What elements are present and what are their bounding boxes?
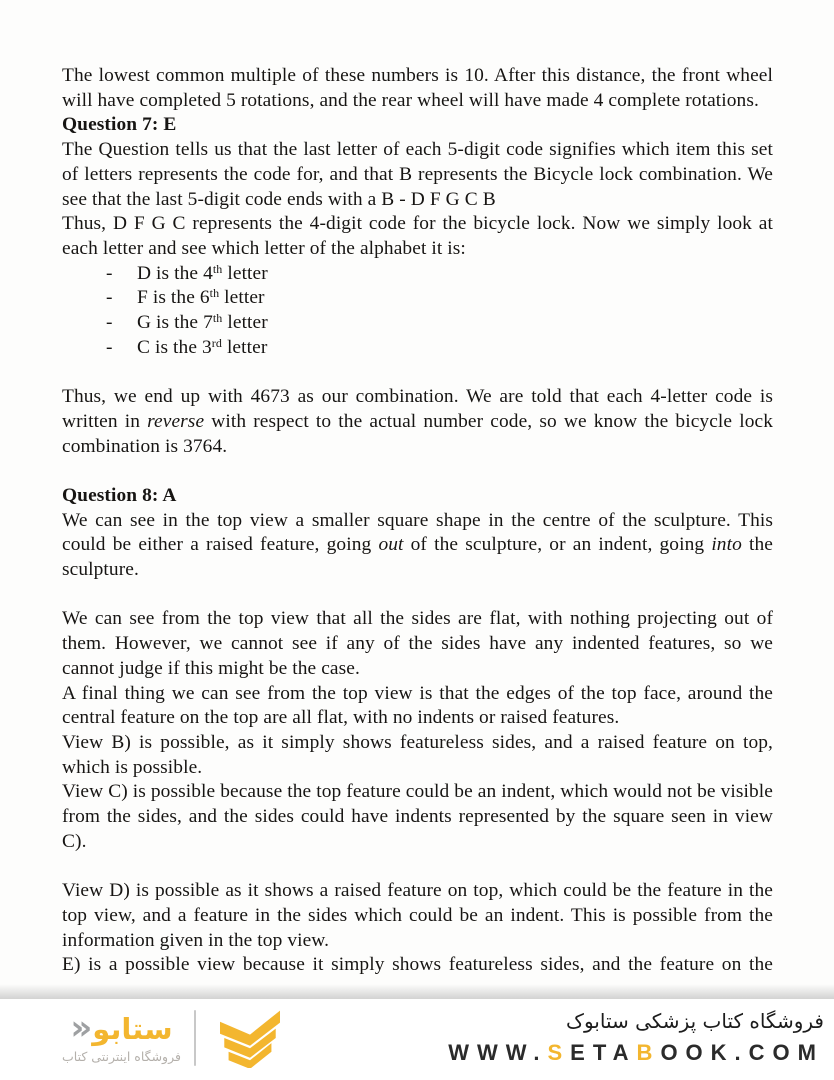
blank-line [62, 459, 773, 484]
paragraph: View B) is possible, as it simply shows featureless sides, and a raised feature on top, which is possible. [62, 731, 773, 778]
setabook-chevron-emblem-icon [209, 1008, 291, 1068]
logo-wordmark [62, 1007, 181, 1048]
paragraph: E) is a possible view because it simply shows featureless sides, and the feature on the [62, 954, 773, 976]
list-item-text: F is the 6th letter [137, 286, 265, 309]
list-item-text: G is the 7th letter [137, 311, 268, 334]
paragraph: Thus, D F G C represents the 4-digit code for the bicycle lock. Now we simply look at each letter and see which letter of the alphabet it is: [62, 213, 773, 259]
list-item-text: D is the 4th letter [137, 261, 268, 284]
list-item [62, 286, 773, 311]
list-item [62, 311, 773, 336]
list-item-text: C is the 3rd letter [137, 335, 268, 358]
paragraph: View C) is possible because the top feature could be an indent, which would not be visible from the sides, and the sides could have indents represented by the square seen in view C). [62, 781, 773, 852]
setabook-logo [62, 1008, 291, 1068]
paragraph: The lowest common multiple of these numbers is 10. After this distance, the front wheel will have completed 5 rotations, and the rear wheel will have made 4 complete rotations. [62, 65, 773, 111]
logo-tagline: فروشگاه اینترنتی کتاب [62, 1048, 181, 1064]
question-heading: Question 7: E [62, 114, 177, 136]
logo-kaf-chevron-icon: « [70, 1007, 93, 1048]
question-heading: Question 8: A [62, 484, 177, 506]
list-item [62, 262, 773, 287]
paragraph: We can see in the top view a smaller square shape in the centre of the sculpture. This could be either a raised feature, going out of the sculpture, or an indent, going into the sculpture. [62, 509, 774, 581]
list-marker: - [106, 336, 113, 358]
logo-divider [194, 1010, 196, 1066]
blank-line [62, 854, 773, 879]
store-title: فروشگاه کتاب پزشکی ستابوک [566, 1009, 824, 1033]
website-url: WWW.SETABOOK.COM [448, 1040, 824, 1065]
blank-line [62, 360, 773, 385]
paragraph: Thus, we end up with 4673 as our combination. We are told that each 4-letter code is written in reverse with respect to the actual number code, so we know the bicycle lock combination is 3764. [62, 386, 773, 457]
list-marker: - [106, 262, 113, 284]
paragraph: The Question tells us that the last letter of each 5-digit code signifies which item this set of letters represents the code for, and that B represents the Bicycle lock combination. We see that the last 5-digit code ends with a B - D F G C B [62, 139, 773, 210]
list-marker: - [106, 312, 113, 334]
footer [0, 999, 834, 1080]
answer-explanations-text [62, 64, 773, 978]
logo-wordmark-yellow: ستابو [92, 1011, 173, 1046]
logo-text-block [62, 1007, 181, 1064]
list-item [62, 336, 773, 361]
footer-store-info [448, 1009, 826, 1066]
paragraph: We can see from the top view that all the sides are flat, with nothing projecting out of them. However, we cannot see if any of the sides have any indented features, so we cannot judge if this might be the case. [62, 608, 773, 679]
paragraph: View D) is possible as it shows a raised feature on top, which could be the feature in the top view, and a feature in the sides which could be an indent. This is possible from the information given in the top view. [62, 880, 773, 951]
scan-bottom-shadow [0, 984, 834, 999]
blank-line [62, 583, 773, 608]
paragraph: A final thing we can see from the top view is that the edges of the top face, around the central feature on the top are all flat, with no indents or raised features. [62, 682, 773, 729]
list-marker: - [106, 287, 113, 309]
